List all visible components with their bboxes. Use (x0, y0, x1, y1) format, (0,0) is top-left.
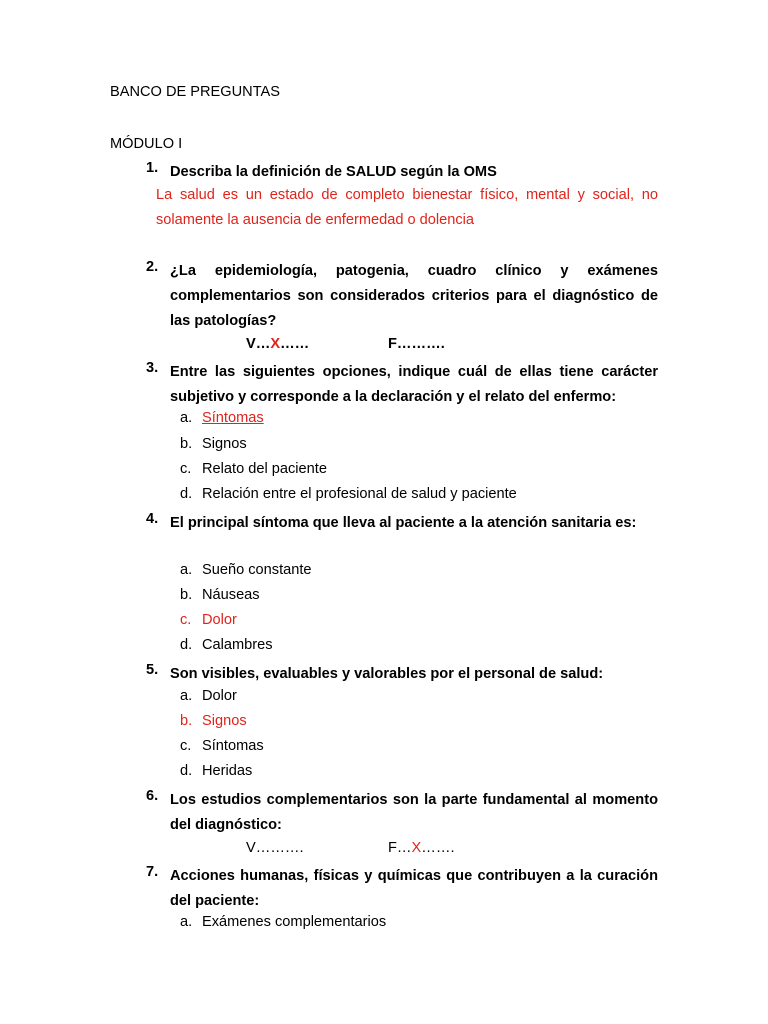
question-7 (146, 864, 658, 914)
option-letter: a. (180, 914, 193, 930)
question-text: Son visibles, evaluables y valorables por el personal de salud: (170, 666, 604, 682)
question-number: 6. (146, 788, 159, 804)
answer-mark: X (411, 840, 422, 856)
option-letter: d. (180, 637, 193, 653)
option-letter: d. (180, 763, 193, 779)
question-5 (146, 662, 658, 687)
true-prefix: V… (246, 336, 271, 352)
option-letter: b. (180, 713, 193, 729)
question-number: 2. (146, 259, 159, 275)
question-text: ¿La epidemiología, patogenia, cuadro clínico y exámenes complementarios son considerados criterios para el diagnóstico de las patologías? (170, 263, 658, 330)
false-suffix: ……. (421, 840, 455, 856)
question-number: 3. (146, 360, 159, 376)
option-d (180, 637, 273, 653)
option-c (180, 612, 237, 628)
option-letter: c. (180, 461, 192, 477)
question-number: 1. (146, 160, 159, 176)
question-3 (146, 360, 658, 410)
option-d (180, 486, 517, 502)
question-number: 4. (146, 511, 159, 527)
question-number: 7. (146, 864, 159, 880)
true-option: V………. (246, 840, 304, 856)
option-a (180, 914, 386, 930)
option-text: Exámenes complementarios (202, 914, 387, 930)
question-text: Entre las siguientes opciones, indique cuál de ellas tiene carácter subjetivo y corresponde a la declaración y el relato del enfermo: (170, 364, 658, 406)
option-text: Heridas (202, 763, 253, 779)
option-text: Síntomas (202, 410, 264, 426)
option-a (180, 410, 264, 426)
option-text: Dolor (202, 688, 237, 704)
question-text: Acciones humanas, físicas y químicas que contribuyen a la curación del paciente: (170, 868, 658, 910)
option-letter: a. (180, 410, 193, 426)
option-a (180, 562, 312, 578)
option-letter: a. (180, 562, 193, 578)
option-letter: b. (180, 436, 193, 452)
option-letter: c. (180, 738, 192, 754)
option-text: Sueño constante (202, 562, 312, 578)
option-d (180, 763, 252, 779)
answer-mark: X (270, 336, 281, 352)
option-c (180, 461, 327, 477)
question-text: El principal síntoma que lleva al paciente a la atención sanitaria es: (170, 515, 637, 531)
document-title: BANCO DE PREGUNTAS (110, 84, 281, 100)
option-letter: b. (180, 587, 193, 603)
option-letter: d. (180, 486, 193, 502)
question-4 (146, 511, 658, 536)
option-letter: c. (180, 612, 192, 628)
option-text: Signos (202, 713, 247, 729)
false-prefix: F… (388, 840, 412, 856)
question-number: 5. (146, 662, 159, 678)
true-suffix: …… (280, 336, 310, 352)
true-option (246, 336, 309, 352)
false-option: F………. (388, 336, 445, 352)
answer-text: La salud es un estado de completo bienestar físico, mental y social, no solamente la ausencia de enfermedad o dolencia (156, 187, 658, 229)
option-b (180, 713, 247, 729)
option-text: Náuseas (202, 587, 260, 603)
module-title: MÓDULO I (110, 136, 183, 152)
option-text: Signos (202, 436, 247, 452)
option-a (180, 688, 237, 704)
question-text: Los estudios complementarios son la parte fundamental al momento del diagnóstico: (170, 792, 658, 834)
option-text: Relato del paciente (202, 461, 327, 477)
option-text: Calambres (202, 637, 273, 653)
option-c (180, 738, 264, 754)
option-text: Relación entre el profesional de salud y paciente (202, 486, 517, 502)
option-text: Dolor (202, 612, 237, 628)
option-b (180, 587, 260, 603)
option-text: Síntomas (202, 738, 264, 754)
question-6 (146, 788, 658, 838)
option-b (180, 436, 247, 452)
question-2 (146, 259, 658, 335)
option-letter: a. (180, 688, 193, 704)
false-option (388, 840, 455, 856)
question-1 (146, 160, 658, 185)
question-text: Describa la definición de SALUD según la OMS (170, 164, 497, 180)
